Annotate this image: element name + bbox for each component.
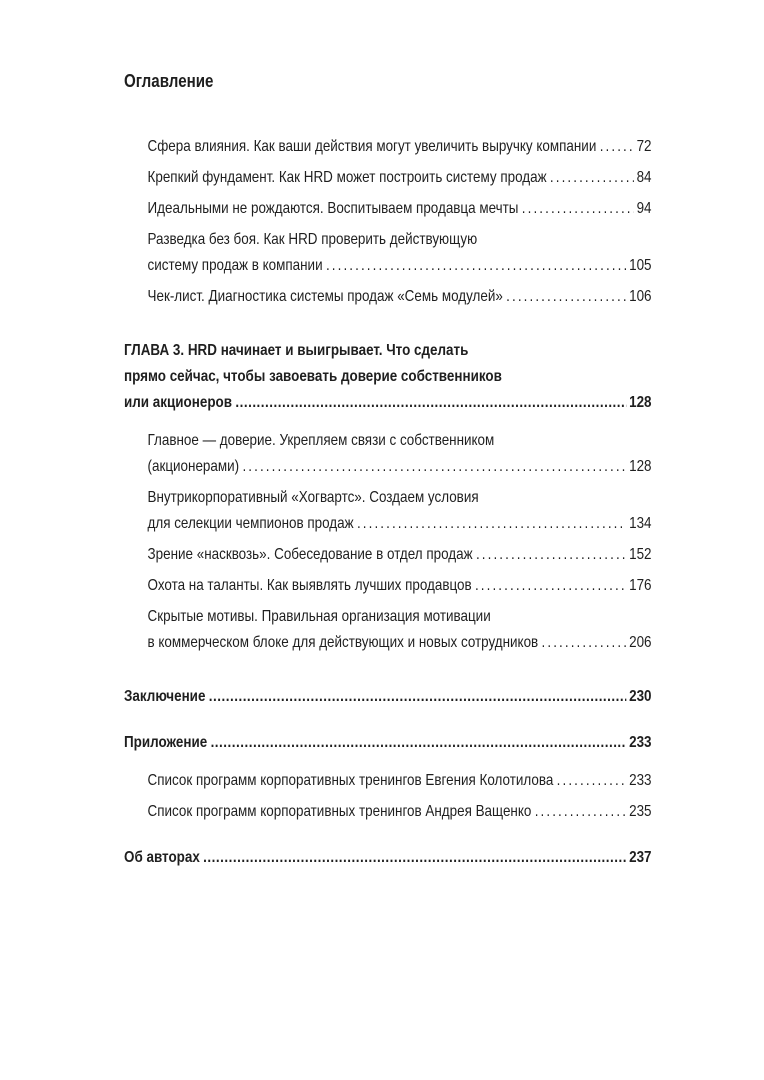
dot-leader (211, 730, 627, 756)
toc-entry-text: Идеальными не рождаются. Воспитываем продавца мечты (147, 200, 519, 217)
toc-entry-line (148, 768, 652, 794)
dot-leader (242, 454, 626, 480)
toc-entry (124, 799, 652, 825)
page-number: 84 (636, 169, 652, 186)
toc-entry (124, 542, 652, 568)
toc-entry-text: для селекции чемпионов продаж (147, 515, 354, 532)
toc-entry-line (148, 511, 652, 537)
toc-entry-line (148, 134, 652, 160)
toc-entry (124, 573, 652, 599)
toc-entry-line (148, 428, 652, 454)
toc-entry-text: (акционерами) (147, 458, 240, 475)
toc-section-heading (124, 730, 652, 756)
toc-entry-line (148, 227, 652, 253)
page-number: 105 (629, 257, 652, 274)
page-number: 235 (629, 803, 652, 820)
toc-entry-text: Внутрикорпоративный «Хогвартс». Создаем условия (147, 489, 479, 506)
page-number: 237 (629, 849, 652, 866)
page-content (124, 70, 652, 871)
page-number: 134 (629, 515, 652, 532)
toc-entry (124, 768, 652, 794)
toc-entry-text: Сфера влияния. Как ваши действия могут увеличить выручку компании (147, 138, 597, 155)
toc-entry-line (148, 604, 652, 630)
dot-leader (542, 630, 627, 656)
toc-entry-line (124, 684, 652, 710)
toc-entry (124, 428, 652, 480)
dot-leader (550, 165, 634, 191)
page-number: 128 (629, 394, 652, 411)
toc-entry-line (148, 542, 652, 568)
dot-leader (357, 511, 627, 537)
page-number: 128 (629, 458, 652, 475)
toc-entry-text: Скрытые мотивы. Правильная организация мотивации (147, 608, 491, 625)
toc-entry-line (148, 253, 652, 279)
toc-entry-text: Крепкий фундамент. Как HRD может построить систему продаж (147, 169, 547, 186)
toc-entry-text: Чек-лист. Диагностика системы продаж «Семь модулей» (147, 288, 503, 305)
toc-entry-line (124, 730, 652, 756)
toc-entry-line (148, 630, 652, 656)
dot-leader (326, 253, 627, 279)
dot-leader (203, 845, 626, 871)
page-number: 206 (629, 634, 652, 651)
page-title: Оглавление (124, 71, 214, 91)
toc-section-heading (124, 684, 652, 710)
dot-leader (209, 684, 627, 710)
dot-leader (235, 390, 626, 416)
dot-leader (476, 542, 627, 568)
toc-entry (124, 227, 652, 279)
dot-leader (506, 284, 626, 310)
toc-entry-line (148, 454, 652, 480)
table-of-contents (124, 134, 652, 871)
toc-entry-text: Список программ корпоративных тренингов Евгения Колотилова (147, 772, 554, 789)
toc-entry (124, 196, 652, 222)
toc-entry-text: в коммерческом блоке для действующих и новых сотрудников (147, 634, 539, 651)
toc-entry (124, 165, 652, 191)
dot-leader (475, 573, 627, 599)
toc-chapter-heading (124, 338, 652, 416)
toc-entry-line (148, 165, 652, 191)
page-number: 94 (636, 200, 652, 217)
toc-entry (124, 284, 652, 310)
toc-entry-text: систему продаж в компании (147, 257, 323, 274)
toc-entry-text: Главное — доверие. Укрепляем связи с собственником (147, 432, 495, 449)
page-number: 230 (629, 688, 652, 705)
toc-entry-line (148, 284, 652, 310)
dot-leader (535, 799, 627, 825)
dot-leader (557, 768, 627, 794)
toc-entry-text: или акционеров (124, 394, 233, 411)
dot-leader (522, 196, 634, 222)
toc-entry-line (124, 338, 652, 364)
toc-entry-text: Охота на таланты. Как выявлять лучших продавцов (147, 577, 472, 594)
page-number: 72 (636, 138, 652, 155)
toc-entry (124, 604, 652, 656)
toc-entry-line (148, 485, 652, 511)
page-number: 176 (629, 577, 652, 594)
toc-entry (124, 134, 652, 160)
toc-entry-text: Об авторах (124, 849, 200, 866)
toc-entry-text: Зрение «насквозь». Собеседование в отдел продаж (147, 546, 473, 563)
toc-entry-line (148, 799, 652, 825)
toc-entry-line (124, 845, 652, 871)
toc-entry-line (124, 390, 652, 416)
toc-entry-text: Заключение (124, 688, 206, 705)
page-number: 106 (629, 288, 652, 305)
toc-entry-line (148, 573, 652, 599)
toc-entry-text: ГЛАВА 3. HRD начинает и выигрывает. Что сделать (124, 342, 469, 359)
toc-entry-text: Разведка без боя. Как HRD проверить действующую (147, 231, 478, 248)
toc-entry-text: прямо сейчас, чтобы завоевать доверие собственников (124, 368, 502, 385)
toc-section-heading (124, 845, 652, 871)
page-number: 233 (629, 734, 652, 751)
toc-entry-line (148, 196, 652, 222)
page-number: 233 (629, 772, 652, 789)
dot-leader (600, 134, 634, 160)
toc-entry-line (124, 364, 652, 390)
toc-entry-text: Приложение (124, 734, 208, 751)
page-number: 152 (629, 546, 652, 563)
toc-entry (124, 485, 652, 537)
toc-entry-text: Список программ корпоративных тренингов Андрея Ващенко (147, 803, 532, 820)
